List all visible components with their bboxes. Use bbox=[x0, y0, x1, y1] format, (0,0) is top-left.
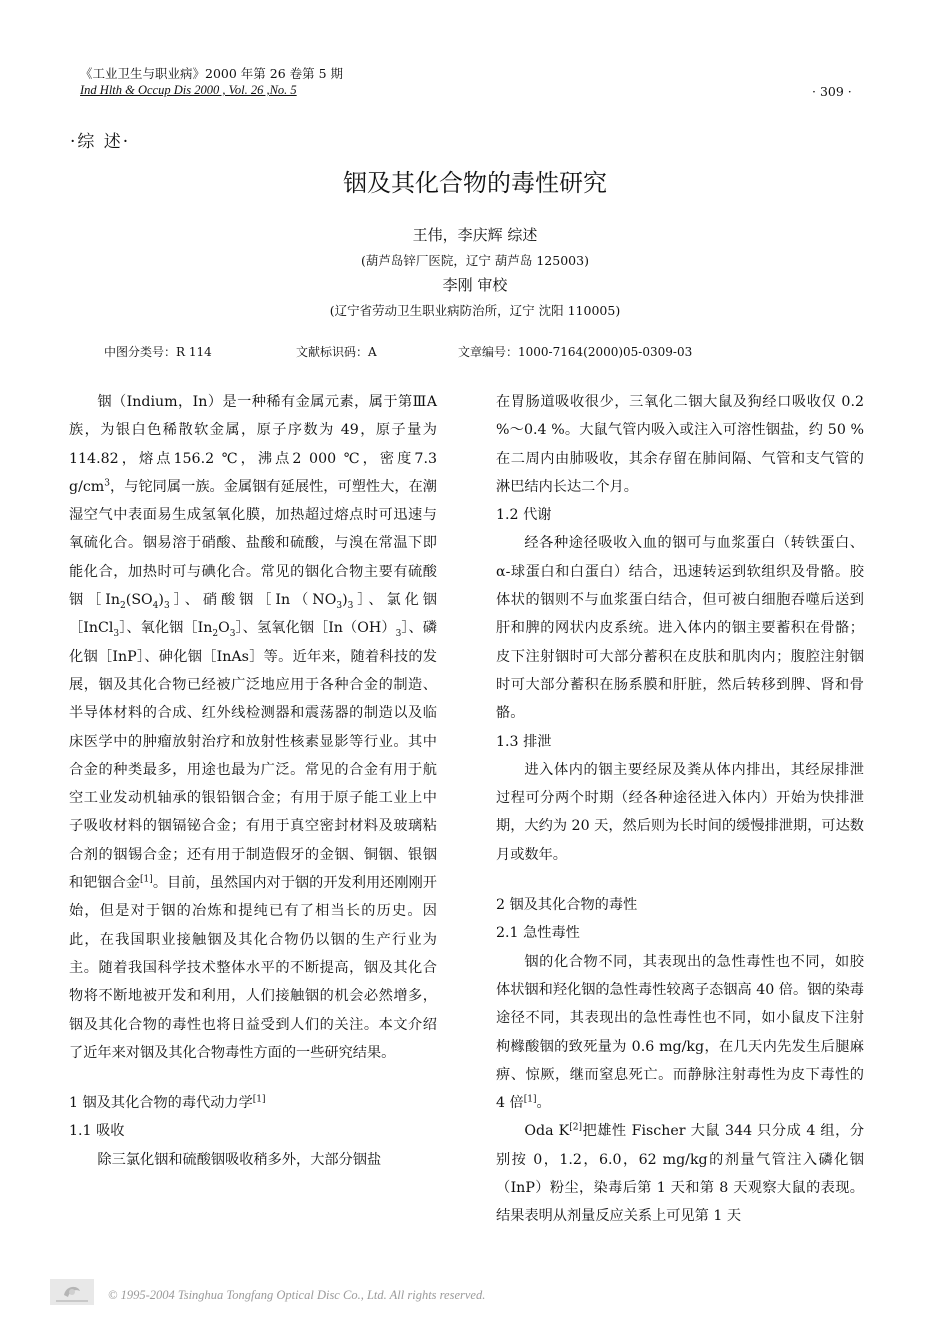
paragraph-excretion: 进入体内的铟主要经尿及粪从体内排出，其经尿排泄过程可分两个时期（经各种途径进入体内）开始为快排泄期，大约为 20 天，然后则为长时间的缓慢排泄期，可达数月或数年。 bbox=[496, 761, 864, 863]
heading-1-3: 1.3 排泄 bbox=[496, 733, 552, 750]
document-code: 文献标识码：A bbox=[296, 345, 377, 359]
section-tag: ·综 述· bbox=[70, 132, 131, 152]
journal-title-cn: 《工业卫生与职业病》2000 年第 26 卷第 5 期 bbox=[80, 66, 344, 81]
paragraph-acute-toxicity: 铟的化合物不同，其表现出的急性毒性也不同，如胶体状铟和羟化铟的急性毒性较离子态铟高 40 倍。铟的染毒途径不同，其表现出的急性毒性也不同，如小鼠皮下注射枸橼酸铟的致死量为 0.6 mg/kg，在几天内先发生后腿麻痹、惊厥，继而窒息死亡。而静脉注射毒性为皮下毒性的 4 倍[1]。 bbox=[496, 953, 864, 1112]
page-number: · 309 · bbox=[812, 84, 852, 99]
authors-checker: 李刚 审校 bbox=[442, 276, 508, 294]
paragraph-absorption: 除三氯化铟和硫酸铟吸收稍多外，大部分铟盐 bbox=[97, 1151, 382, 1168]
paragraph-oda-study: Oda K[2]把雄性 Fischer 大鼠 344 只分成 4 组，分别按 0，1.2，6.0，62 mg/kg的剂量气管注入磷化铟（InP）粉尘，染毒后第 1 天和第 8 天观察大鼠的表现。结果表明从剂量反应关系上可见第 1 天 bbox=[496, 1122, 865, 1225]
article-number: 文章编号：1000-7164(2000)05-0309-03 bbox=[458, 345, 693, 359]
heading-2: 2 铟及其化合物的毒性 bbox=[496, 897, 638, 914]
heading-1-1: 1.1 吸收 bbox=[69, 1123, 125, 1140]
left-column bbox=[69, 388, 437, 1174]
article-title: 铟及其化合物的毒性研究 bbox=[343, 169, 607, 197]
clc-number: 中图分类号：R 114 bbox=[104, 345, 212, 359]
heading-1-2: 1.2 代谢 bbox=[496, 507, 552, 524]
journal-header bbox=[80, 66, 343, 98]
paragraph-metabolism: 经各种途径吸收入血的铟可与血浆蛋白（转铁蛋白、α-球蛋白和白蛋白）结合，迅速转运到软组织及骨骼。胶体状的铟则不与血浆蛋白结合，但可被白细胞吞噬后送到肝和脾的网状内皮系统。进入体内的铟主要蓄积在骨骼；皮下注射铟时可大部分蓄积在皮肤和肌肉内；腹腔注射铟时可大部分蓄积在肠系膜和肝脏，然后转移到脾、肾和骨骼。 bbox=[496, 535, 864, 722]
intro-paragraph: 铟（Indium，In）是一种稀有金属元素，属于第ⅢA族，为银白色稀散软金属，原子序数为 49，原子量为 114.82，熔点156.2 ℃，沸点2 000 ℃，密度7.3 $g/cm^3$，与铊同属一族。金属铟有延展性，可塑性大，在潮湿空气中表面易生成氢氧化膜，加热超过熔点时可迅速与氧硫化合。铟易溶于硝酸、盐酸和硫酸，与溴在常温下即能化合，加热时可与碘化合。常见的铟化合物主要有硫酸铟$[In_2(SO_4)_3]$、硝酸铟$[In(NO_3)_3]$、氯化铟［InCl$_3$］、氧化铟$[In_2O_3]$、氢氧化铟$[In(OH)_3]$、磷化铟［InP］、砷化铟［InAs］等。近年来，随着科技的发展，铟及其化合物已经被广泛地应用于各种合金的制造、半导体材料的合成、红外线检测器和震荡器的制造以及临床医学中的肿瘤放射治疗和放射性核素显影等行业。其中合金的种类最多，用途也最为广泛。常见的合金有用于航空工业发动机轴承的银铅铟合金；有用于原子能工业上中子吸收材料的铟镉铋合金；有用于真空密封材料及玻璃粘合剂的铟锡合金；还有用于制造假牙的金铟、铜铟、银铟和钯铟合金[1]。目前，虽然国内对于铟的开发利用还刚刚开始，但是对于铟的冶炼和提纯已有了相当长的历史。因此，在我国职业接触铟及其化合物仍以铟的生产行业为主。随着我国科学技术整体水平的不断提高，铟及其化合物将不断地被开发和利用，人们接触铟的机会必然增多，铟及其化合物的毒性也将日益受到人们的关注。本文介绍了近年来对铟及其化合物毒性方面的一些研究结果。 bbox=[69, 394, 437, 1061]
heading-1: 1 铟及其化合物的毒代动力学[1] bbox=[69, 1094, 266, 1112]
journal-title-en: Ind Hlth & Occup Dis 2000 , Vol. 26 ,No. 5 bbox=[80, 83, 297, 97]
affiliation-1: (葫芦岛锌厂医院，辽宁 葫芦岛 125003) bbox=[361, 253, 589, 268]
authors-reviewers: 王伟，李庆辉 综述 bbox=[412, 226, 538, 244]
copyright-notice: © 1995-2004 Tsinghua Tongfang Optical Disc Co., Ltd. All rights reserved. bbox=[108, 1288, 486, 1302]
right-column bbox=[496, 388, 864, 1231]
publisher-logo-icon bbox=[50, 1279, 94, 1305]
paragraph-absorption-cont: 在胃肠道吸收很少，三氧化二铟大鼠及狗经口吸收仅 0.2 %～0.4 %。大鼠气管内吸入或注入可溶性铟盐，约 50 %在二周内由肺吸收，其余存留在肺间隔、气管和支气管的淋巴结内长达二个月。 bbox=[496, 394, 864, 495]
heading-2-1: 2.1 急性毒性 bbox=[496, 925, 580, 942]
affiliation-2: (辽宁省劳动卫生职业病防治所，辽宁 沈阳 110005) bbox=[329, 303, 621, 318]
